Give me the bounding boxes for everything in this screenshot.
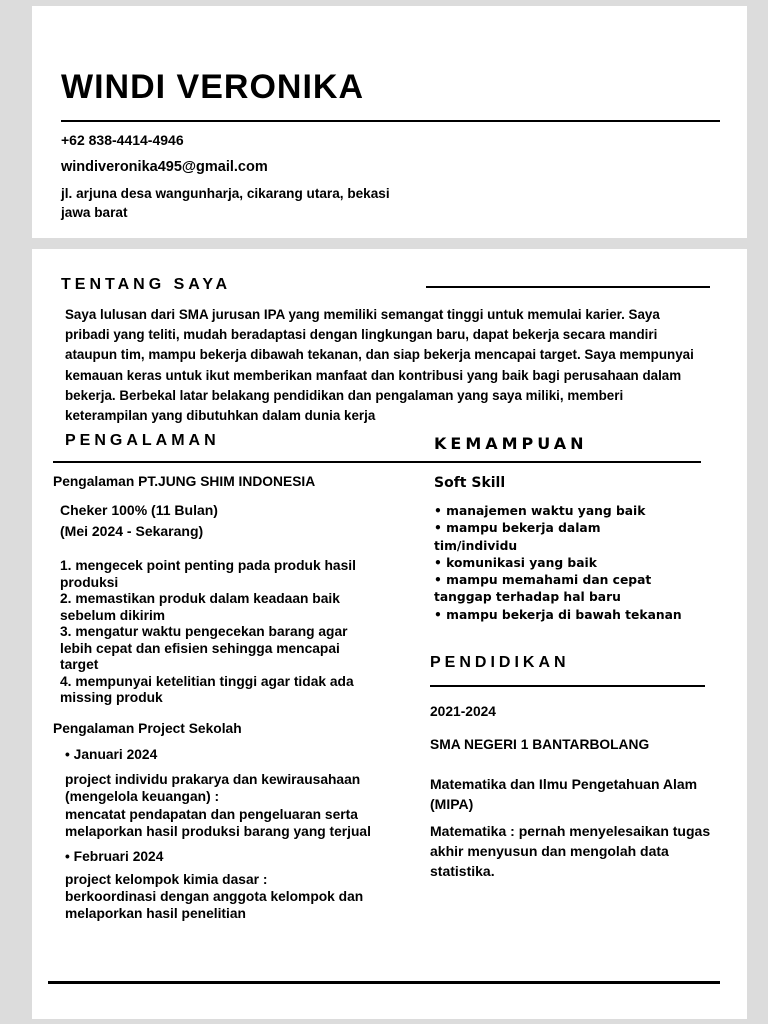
footer-divider [48, 981, 720, 984]
candidate-name: WINDI VERONIKA [61, 68, 364, 106]
project-2-title: project kelompok kimia dasar : [65, 872, 268, 887]
job-company: Pengalaman PT.JUNG SHIM INDONESIA [53, 474, 316, 489]
project-1-date: • Januari 2024 [65, 747, 158, 762]
list-item: • mampu bekerja dalam tim/individu [434, 521, 601, 553]
education-years: 2021-2024 [430, 704, 496, 719]
list-item: • komunikasi yang baik [434, 555, 597, 570]
list-item: • mampu memahami dan cepat tanggap terhadap hal baru [434, 573, 652, 605]
skills-heading: KEMAMPUAN [434, 434, 588, 453]
header-divider [61, 120, 720, 122]
project-1-title: project individu prakarya dan kewirausahaan (mengelola keuangan) : [65, 772, 361, 804]
soft-skill-title: Soft Skill [434, 475, 506, 491]
email-address: windiveronika495@gmail.com [61, 159, 268, 175]
address [61, 184, 390, 222]
project-2-date: • Februari 2024 [65, 849, 164, 864]
address-line-2: jawa barat [61, 205, 128, 220]
job-role: Cheker 100% (11 Bulan) [60, 502, 218, 518]
list-item: 4. mempunyai ketelitian tinggi agar tidak ada missing produk [60, 673, 354, 705]
project-2-description: berkoordinasi dengan anggota kelompok dan melaporkan hasil penelitian [65, 889, 364, 921]
bullet-icon: • [65, 849, 74, 864]
list-item: 1. mengecek point penting pada produk hasil produksi [60, 558, 356, 590]
address-line-1: jl. arjuna desa wangunharja, cikarang utara, bekasi [61, 186, 390, 201]
list-item: 2. memastikan produk dalam keadaan baik sebelum dikirim [60, 591, 340, 623]
experience-heading: PENGALAMAN [65, 432, 220, 449]
education-school: SMA NEGERI 1 BANTARBOLANG [430, 737, 650, 752]
phone-number: +62 838-4414-4946 [61, 132, 184, 148]
education-divider [430, 685, 705, 687]
education-note: Matematika : pernah menyelesaikan tugas akhir menyusun dan mengolah data statistika. [430, 823, 711, 879]
school-projects-title: Pengalaman Project Sekolah [53, 721, 242, 736]
education-heading: PENDIDIKAN [430, 654, 570, 671]
about-text: Saya lulusan dari SMA jurusan IPA yang memiliki semangat tinggi untuk memulai karier. Saya pribadi yang teliti, mudah beradaptasi dengan lingkungan baru, dapat bekerja secara mandiri ataupun tim, mampu bekerja dibawah tekanan, dan siap bekerja mencapai target. Saya mempunyai kemauan keras untuk ikut memberikan manfaat dan kontribusi yang baik bagi perusahaan dalam bekerja. Berbekal latar belakang pendidikan dan pengalaman yang saya miliki, memberi keterampilan yang dibutuhkan dalam dunia kerja [65, 307, 694, 424]
list-item: 3. mengatur waktu pengecekan barang agar lebih cepat dan efisien sehingga mencapai target [60, 624, 348, 672]
experience-divider [53, 461, 701, 463]
list-item: • mampu bekerja di bawah tekanan [434, 607, 682, 622]
bullet-icon: • [65, 747, 74, 762]
about-divider [426, 286, 710, 288]
job-period: (Mei 2024 - Sekarang) [60, 523, 204, 539]
job-duties-list [60, 558, 380, 707]
about-heading: TENTANG SAYA [61, 276, 232, 293]
list-item: • manajemen waktu yang baik [434, 504, 646, 518]
education-major: Matematika dan Ilmu Pengetahuan Alam (MIPA) [430, 776, 698, 812]
soft-skill-list [434, 503, 694, 624]
project-1-description: mencatat pendapatan dan pengeluaran serta melaporkan hasil produksi barang yang terjual [65, 807, 371, 839]
